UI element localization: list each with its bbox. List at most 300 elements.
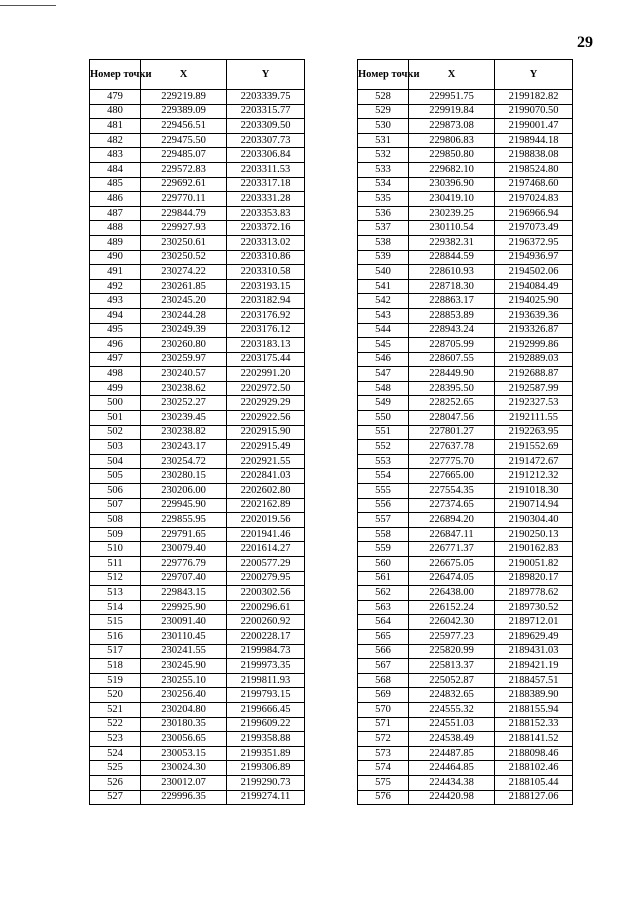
header-x: X <box>141 60 227 90</box>
table-body-left <box>90 90 305 805</box>
cell-x: 229945.90 <box>141 498 227 513</box>
cell-x: 226474.05 <box>409 571 495 586</box>
cell-y: 2199306.89 <box>227 761 305 776</box>
table-row <box>358 192 573 207</box>
cell-point-number: 493 <box>90 294 141 309</box>
cell-point-number: 531 <box>358 133 409 148</box>
cell-point-number: 550 <box>358 411 409 426</box>
cell-y: 2200302.56 <box>227 586 305 601</box>
cell-point-number: 532 <box>358 148 409 163</box>
cell-y: 2196966.94 <box>495 206 573 221</box>
cell-y: 2202019.56 <box>227 513 305 528</box>
table-row <box>358 308 573 323</box>
cell-x: 229572.83 <box>141 162 227 177</box>
cell-point-number: 543 <box>358 308 409 323</box>
cell-x: 228844.59 <box>409 250 495 265</box>
table-row <box>90 148 305 163</box>
cell-y: 2203310.86 <box>227 250 305 265</box>
cell-point-number: 481 <box>90 119 141 134</box>
cell-x: 229475.50 <box>141 133 227 148</box>
top-rule <box>0 5 56 6</box>
table-row <box>358 279 573 294</box>
table-row <box>358 790 573 805</box>
cell-point-number: 491 <box>90 265 141 280</box>
cell-x: 224551.03 <box>409 717 495 732</box>
cell-point-number: 522 <box>90 717 141 732</box>
cell-point-number: 486 <box>90 192 141 207</box>
cell-x: 229456.51 <box>141 119 227 134</box>
cell-point-number: 560 <box>358 557 409 572</box>
cell-x: 228718.30 <box>409 279 495 294</box>
cell-y: 2200228.17 <box>227 629 305 644</box>
cell-point-number: 483 <box>90 148 141 163</box>
table-row <box>358 557 573 572</box>
cell-x: 228449.90 <box>409 367 495 382</box>
cell-x: 230260.80 <box>141 338 227 353</box>
cell-y: 2202921.55 <box>227 454 305 469</box>
table-row <box>358 732 573 747</box>
cell-x: 229806.83 <box>409 133 495 148</box>
cell-x: 230250.52 <box>141 250 227 265</box>
table-row <box>358 396 573 411</box>
table-row <box>90 600 305 615</box>
cell-point-number: 482 <box>90 133 141 148</box>
table-row <box>358 600 573 615</box>
cell-y: 2190714.94 <box>495 498 573 513</box>
table-row <box>358 323 573 338</box>
table-row <box>90 746 305 761</box>
cell-y: 2188389.90 <box>495 688 573 703</box>
cell-y: 2200577.29 <box>227 557 305 572</box>
table-row <box>358 133 573 148</box>
table-row <box>358 615 573 630</box>
cell-x: 230419.10 <box>409 192 495 207</box>
cell-y: 2190162.83 <box>495 542 573 557</box>
cell-point-number: 558 <box>358 527 409 542</box>
cell-x: 229770.11 <box>141 192 227 207</box>
table-row <box>358 469 573 484</box>
cell-x: 230259.97 <box>141 352 227 367</box>
cell-x: 229382.31 <box>409 235 495 250</box>
table-row <box>90 469 305 484</box>
cell-y: 2203311.53 <box>227 162 305 177</box>
table-row <box>358 586 573 601</box>
cell-y: 2203372.16 <box>227 221 305 236</box>
cell-point-number: 516 <box>90 629 141 644</box>
cell-y: 2202922.56 <box>227 411 305 426</box>
table-row <box>90 177 305 192</box>
cell-point-number: 530 <box>358 119 409 134</box>
table-header-row <box>90 60 305 90</box>
table-row <box>358 761 573 776</box>
cell-y: 2188152.33 <box>495 717 573 732</box>
cell-x: 230396.90 <box>409 177 495 192</box>
cell-y: 2199182.82 <box>495 90 573 105</box>
cell-x: 230204.80 <box>141 702 227 717</box>
cell-point-number: 546 <box>358 352 409 367</box>
table-row <box>90 586 305 601</box>
cell-point-number: 568 <box>358 673 409 688</box>
table-row <box>90 396 305 411</box>
cell-y: 2199811.93 <box>227 673 305 688</box>
cell-x: 229873.08 <box>409 119 495 134</box>
cell-y: 2189431.03 <box>495 644 573 659</box>
cell-y: 2202602.80 <box>227 484 305 499</box>
table-row <box>358 250 573 265</box>
cell-y: 2203353.83 <box>227 206 305 221</box>
cell-point-number: 502 <box>90 425 141 440</box>
coordinates-table-right <box>357 59 573 805</box>
cell-point-number: 535 <box>358 192 409 207</box>
table-row <box>358 206 573 221</box>
cell-point-number: 525 <box>90 761 141 776</box>
table-row <box>90 235 305 250</box>
cell-point-number: 521 <box>90 702 141 717</box>
table-row <box>90 90 305 105</box>
cell-point-number: 555 <box>358 484 409 499</box>
cell-y: 2200279.95 <box>227 571 305 586</box>
cell-y: 2203175.44 <box>227 352 305 367</box>
cell-x: 230241.55 <box>141 644 227 659</box>
cell-y: 2192263.95 <box>495 425 573 440</box>
cell-y: 2203193.15 <box>227 279 305 294</box>
cell-y: 2203310.58 <box>227 265 305 280</box>
cell-point-number: 563 <box>358 600 409 615</box>
cell-y: 2198944.18 <box>495 133 573 148</box>
table-row <box>358 265 573 280</box>
table-row <box>358 352 573 367</box>
cell-point-number: 479 <box>90 90 141 105</box>
cell-x: 224464.85 <box>409 761 495 776</box>
cell-x: 224538.49 <box>409 732 495 747</box>
cell-point-number: 495 <box>90 323 141 338</box>
cell-y: 2191472.67 <box>495 454 573 469</box>
header-x: X <box>409 60 495 90</box>
cell-y: 2203176.92 <box>227 308 305 323</box>
cell-x: 227665.00 <box>409 469 495 484</box>
coordinates-table-left <box>89 59 305 805</box>
cell-point-number: 559 <box>358 542 409 557</box>
table-row <box>90 206 305 221</box>
cell-y: 2196372.95 <box>495 235 573 250</box>
cell-point-number: 508 <box>90 513 141 528</box>
table-row <box>90 513 305 528</box>
cell-y: 2200296.61 <box>227 600 305 615</box>
cell-y: 2193326.87 <box>495 323 573 338</box>
cell-x: 228252.65 <box>409 396 495 411</box>
table-row <box>90 673 305 688</box>
cell-x: 230250.61 <box>141 235 227 250</box>
cell-x: 230239.45 <box>141 411 227 426</box>
cell-y: 2189820.17 <box>495 571 573 586</box>
cell-point-number: 497 <box>90 352 141 367</box>
table-row <box>358 367 573 382</box>
cell-x: 228047.56 <box>409 411 495 426</box>
cell-point-number: 504 <box>90 454 141 469</box>
cell-x: 230012.07 <box>141 775 227 790</box>
cell-y: 2202991.20 <box>227 367 305 382</box>
cell-point-number: 492 <box>90 279 141 294</box>
table-row <box>90 615 305 630</box>
cell-y: 2192111.55 <box>495 411 573 426</box>
cell-y: 2203315.77 <box>227 104 305 119</box>
cell-point-number: 553 <box>358 454 409 469</box>
table-row <box>90 688 305 703</box>
cell-y: 2191212.32 <box>495 469 573 484</box>
cell-point-number: 569 <box>358 688 409 703</box>
cell-y: 2188457.51 <box>495 673 573 688</box>
cell-x: 226042.30 <box>409 615 495 630</box>
table-row <box>90 381 305 396</box>
cell-y: 2188102.46 <box>495 761 573 776</box>
table-row <box>90 761 305 776</box>
cell-x: 230252.27 <box>141 396 227 411</box>
table-row <box>358 104 573 119</box>
table-row <box>358 425 573 440</box>
cell-point-number: 572 <box>358 732 409 747</box>
cell-x: 229925.90 <box>141 600 227 615</box>
cell-x: 226675.05 <box>409 557 495 572</box>
cell-point-number: 566 <box>358 644 409 659</box>
table-row <box>358 673 573 688</box>
cell-y: 2190250.13 <box>495 527 573 542</box>
table-row <box>358 162 573 177</box>
table-row <box>90 308 305 323</box>
cell-point-number: 557 <box>358 513 409 528</box>
table-row <box>358 90 573 105</box>
cell-x: 224434.38 <box>409 775 495 790</box>
cell-x: 230110.54 <box>409 221 495 236</box>
table-row <box>358 381 573 396</box>
table-row <box>90 338 305 353</box>
cell-y: 2199070.50 <box>495 104 573 119</box>
cell-y: 2188155.94 <box>495 702 573 717</box>
cell-point-number: 544 <box>358 323 409 338</box>
cell-point-number: 496 <box>90 338 141 353</box>
cell-point-number: 540 <box>358 265 409 280</box>
table-row <box>90 440 305 455</box>
cell-x: 230240.57 <box>141 367 227 382</box>
cell-x: 228863.17 <box>409 294 495 309</box>
cell-point-number: 513 <box>90 586 141 601</box>
header-point-number: Номер точки <box>358 60 409 90</box>
cell-x: 225052.87 <box>409 673 495 688</box>
table-row <box>90 571 305 586</box>
table-row <box>90 192 305 207</box>
cell-point-number: 484 <box>90 162 141 177</box>
cell-y: 2194084.49 <box>495 279 573 294</box>
table-row <box>358 177 573 192</box>
cell-y: 2188105.44 <box>495 775 573 790</box>
cell-x: 229996.35 <box>141 790 227 805</box>
table-row <box>358 411 573 426</box>
cell-point-number: 547 <box>358 367 409 382</box>
cell-point-number: 488 <box>90 221 141 236</box>
cell-x: 230206.00 <box>141 484 227 499</box>
table-row <box>358 119 573 134</box>
cell-point-number: 527 <box>90 790 141 805</box>
cell-point-number: 561 <box>358 571 409 586</box>
cell-y: 2203313.02 <box>227 235 305 250</box>
cell-x: 229919.84 <box>409 104 495 119</box>
table-row <box>358 542 573 557</box>
header-y: Y <box>227 60 305 90</box>
cell-y: 2192999.86 <box>495 338 573 353</box>
cell-y: 2202972.50 <box>227 381 305 396</box>
cell-x: 228705.99 <box>409 338 495 353</box>
cell-point-number: 549 <box>358 396 409 411</box>
cell-point-number: 489 <box>90 235 141 250</box>
cell-y: 2203317.18 <box>227 177 305 192</box>
table-row <box>90 790 305 805</box>
cell-x: 230239.25 <box>409 206 495 221</box>
cell-point-number: 515 <box>90 615 141 630</box>
cell-x: 230180.35 <box>141 717 227 732</box>
cell-point-number: 571 <box>358 717 409 732</box>
cell-y: 2202915.90 <box>227 425 305 440</box>
cell-point-number: 518 <box>90 659 141 674</box>
cell-y: 2203183.13 <box>227 338 305 353</box>
cell-point-number: 551 <box>358 425 409 440</box>
cell-x: 226438.00 <box>409 586 495 601</box>
table-row <box>90 250 305 265</box>
table-row <box>358 513 573 528</box>
cell-point-number: 564 <box>358 615 409 630</box>
table-row <box>358 527 573 542</box>
cell-point-number: 556 <box>358 498 409 513</box>
cell-point-number: 573 <box>358 746 409 761</box>
cell-x: 230091.40 <box>141 615 227 630</box>
table-row <box>90 265 305 280</box>
cell-y: 2199973.35 <box>227 659 305 674</box>
table-row <box>358 746 573 761</box>
table-row <box>90 644 305 659</box>
table-row <box>90 323 305 338</box>
cell-x: 224420.98 <box>409 790 495 805</box>
cell-x: 230274.22 <box>141 265 227 280</box>
table-row <box>90 484 305 499</box>
cell-x: 229776.79 <box>141 557 227 572</box>
table-row <box>90 352 305 367</box>
cell-x: 230256.40 <box>141 688 227 703</box>
cell-y: 2192889.03 <box>495 352 573 367</box>
cell-x: 224487.85 <box>409 746 495 761</box>
cell-point-number: 575 <box>358 775 409 790</box>
cell-y: 2192587.99 <box>495 381 573 396</box>
table-row <box>358 659 573 674</box>
table-row <box>90 702 305 717</box>
cell-point-number: 511 <box>90 557 141 572</box>
page-number: 29 <box>577 34 593 51</box>
cell-y: 2202841.03 <box>227 469 305 484</box>
cell-x: 230243.17 <box>141 440 227 455</box>
cell-point-number: 523 <box>90 732 141 747</box>
cell-y: 2189629.49 <box>495 629 573 644</box>
cell-point-number: 536 <box>358 206 409 221</box>
table-row <box>90 119 305 134</box>
table-row <box>90 367 305 382</box>
cell-point-number: 499 <box>90 381 141 396</box>
cell-point-number: 517 <box>90 644 141 659</box>
cell-x: 225977.23 <box>409 629 495 644</box>
cell-y: 2198524.80 <box>495 162 573 177</box>
cell-point-number: 498 <box>90 367 141 382</box>
cell-point-number: 512 <box>90 571 141 586</box>
table-row <box>358 571 573 586</box>
cell-x: 230249.39 <box>141 323 227 338</box>
cell-y: 2194025.90 <box>495 294 573 309</box>
cell-y: 2199351.89 <box>227 746 305 761</box>
table-row <box>90 411 305 426</box>
table-row <box>358 702 573 717</box>
table-row <box>90 162 305 177</box>
cell-y: 2199001.47 <box>495 119 573 134</box>
table-body-right <box>358 90 573 805</box>
table-row <box>358 440 573 455</box>
cell-point-number: 506 <box>90 484 141 499</box>
cell-x: 229951.75 <box>409 90 495 105</box>
cell-y: 2203331.28 <box>227 192 305 207</box>
cell-point-number: 570 <box>358 702 409 717</box>
table-row <box>90 425 305 440</box>
header-y: Y <box>495 60 573 90</box>
table-row <box>358 775 573 790</box>
cell-point-number: 480 <box>90 104 141 119</box>
cell-point-number: 528 <box>358 90 409 105</box>
cell-x: 229850.80 <box>409 148 495 163</box>
cell-y: 2188141.52 <box>495 732 573 747</box>
cell-point-number: 541 <box>358 279 409 294</box>
cell-y: 2189712.01 <box>495 615 573 630</box>
cell-point-number: 552 <box>358 440 409 455</box>
cell-x: 230261.85 <box>141 279 227 294</box>
table-row <box>90 104 305 119</box>
table-row <box>358 294 573 309</box>
cell-y: 2200260.92 <box>227 615 305 630</box>
cell-x: 230238.62 <box>141 381 227 396</box>
cell-y: 2199274.11 <box>227 790 305 805</box>
cell-point-number: 534 <box>358 177 409 192</box>
cell-y: 2199290.73 <box>227 775 305 790</box>
cell-y: 2188098.46 <box>495 746 573 761</box>
cell-y: 2192688.87 <box>495 367 573 382</box>
cell-point-number: 503 <box>90 440 141 455</box>
table-row <box>358 454 573 469</box>
cell-x: 227775.70 <box>409 454 495 469</box>
cell-x: 229843.15 <box>141 586 227 601</box>
cell-x: 228395.50 <box>409 381 495 396</box>
table-row <box>358 717 573 732</box>
cell-x: 229389.09 <box>141 104 227 119</box>
table-row <box>90 732 305 747</box>
cell-x: 230110.45 <box>141 629 227 644</box>
cell-point-number: 554 <box>358 469 409 484</box>
cell-y: 2193639.36 <box>495 308 573 323</box>
cell-x: 230244.28 <box>141 308 227 323</box>
cell-point-number: 505 <box>90 469 141 484</box>
cell-y: 2189421.19 <box>495 659 573 674</box>
cell-point-number: 514 <box>90 600 141 615</box>
table-row <box>90 542 305 557</box>
cell-x: 230245.20 <box>141 294 227 309</box>
cell-x: 230238.82 <box>141 425 227 440</box>
cell-x: 226847.11 <box>409 527 495 542</box>
table-row <box>358 221 573 236</box>
cell-x: 227374.65 <box>409 498 495 513</box>
cell-x: 229927.93 <box>141 221 227 236</box>
cell-point-number: 519 <box>90 673 141 688</box>
cell-x: 230255.10 <box>141 673 227 688</box>
